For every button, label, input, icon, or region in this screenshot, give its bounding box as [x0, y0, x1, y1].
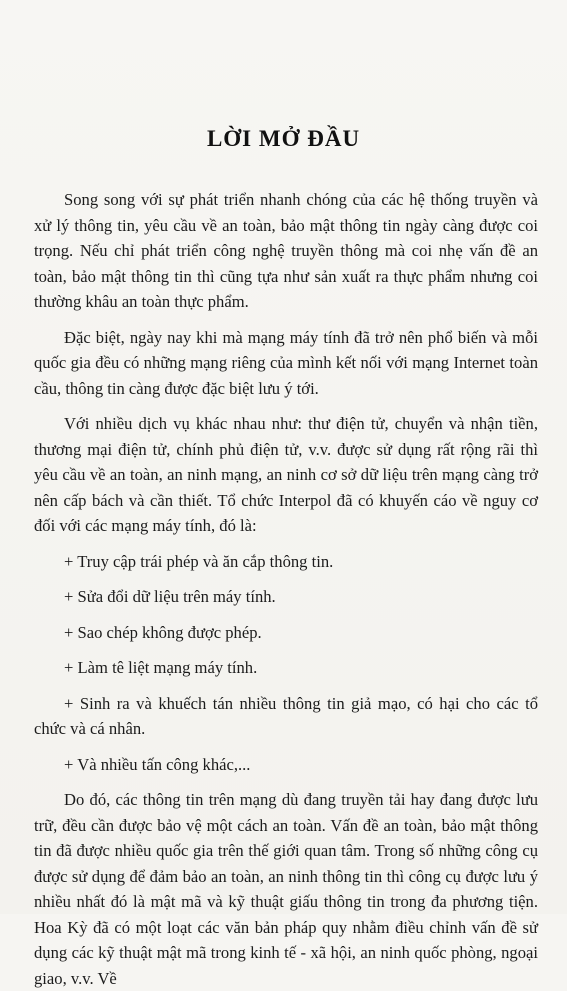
list-item: + Sao chép không được phép.	[64, 622, 262, 642]
paragraph-3: Với nhiều dịch vụ khác nhau như: thư điện tử, chuyển và nhận tiền, thương mại điện tử, chính phủ điện tử, v.v. được sử dụng rất rộng rãi thì yêu cầu về an toàn, an ninh mạng, an ninh cơ sở dữ liệu trên mạng càng trở nên cấp bách và cần thiết. Tổ chức Interpol đã có khuyến cáo về nguy cơ đối với các mạng máy tính, đó là:	[34, 414, 538, 535]
list-item: + Sửa đổi dữ liệu trên máy tính.	[64, 587, 276, 606]
body-text	[34, 187, 538, 991]
paragraph-4: Do đó, các thông tin trên mạng dù đang truyền tải hay đang được lưu trữ, đều cần được bảo vệ một cách an toàn. Vấn đề an toàn, bảo mật thông tin đã được nhiều quốc gia trên thế giới quan tâm. Trong số những công cụ được sử dụng để đảm bảo an toàn, an ninh thông tin thì công cụ được lưu ý nhiều nhất đó là mật mã và kỹ thuật giấu thông tin trong đa phương tiện. Hoa Kỳ đã có một loạt các văn bản pháp quy nhằm điều chỉnh vấn đề sử dụng các kỹ thuật mật mã trong kinh tế - xã hội, an ninh quốc phòng, ngoại giao, v.v. Về	[34, 790, 538, 988]
list-item: + Và nhiều tấn công khác,...	[64, 754, 251, 774]
paragraph-1: Song song với sự phát triển nhanh chóng của các hệ thống truyền và xử lý thông tin, yêu cầu về an toàn, bảo mật thông tin ngày càng được coi trọng. Nếu chỉ phát triển công nghệ truyền thông mà coi nhẹ vấn đề an toàn, bảo mật thông tin thì cũng tựa như sản xuất ra thực phẩm nhưng coi thường khâu an toàn thực phẩm.	[34, 190, 538, 311]
list-item: + Làm tê liệt mạng máy tính.	[64, 658, 258, 677]
list-item: + Truy cập trái phép và ăn cắp thông tin.	[64, 551, 334, 571]
paragraph-2: Đặc biệt, ngày nay khi mà mạng máy tính đã trở nên phổ biến và mỗi quốc gia đều có những mạng riêng của mình kết nối với mạng Internet toàn cầu, thông tin càng được đặc biệt lưu ý tới.	[34, 327, 538, 398]
list-item: + Sinh ra và khuếch tán nhiều thông tin giả mạo, có hại cho các tổ chức và cá nhân.	[34, 693, 538, 738]
page-title: LỜI MỞ ĐẦU	[206, 126, 361, 151]
